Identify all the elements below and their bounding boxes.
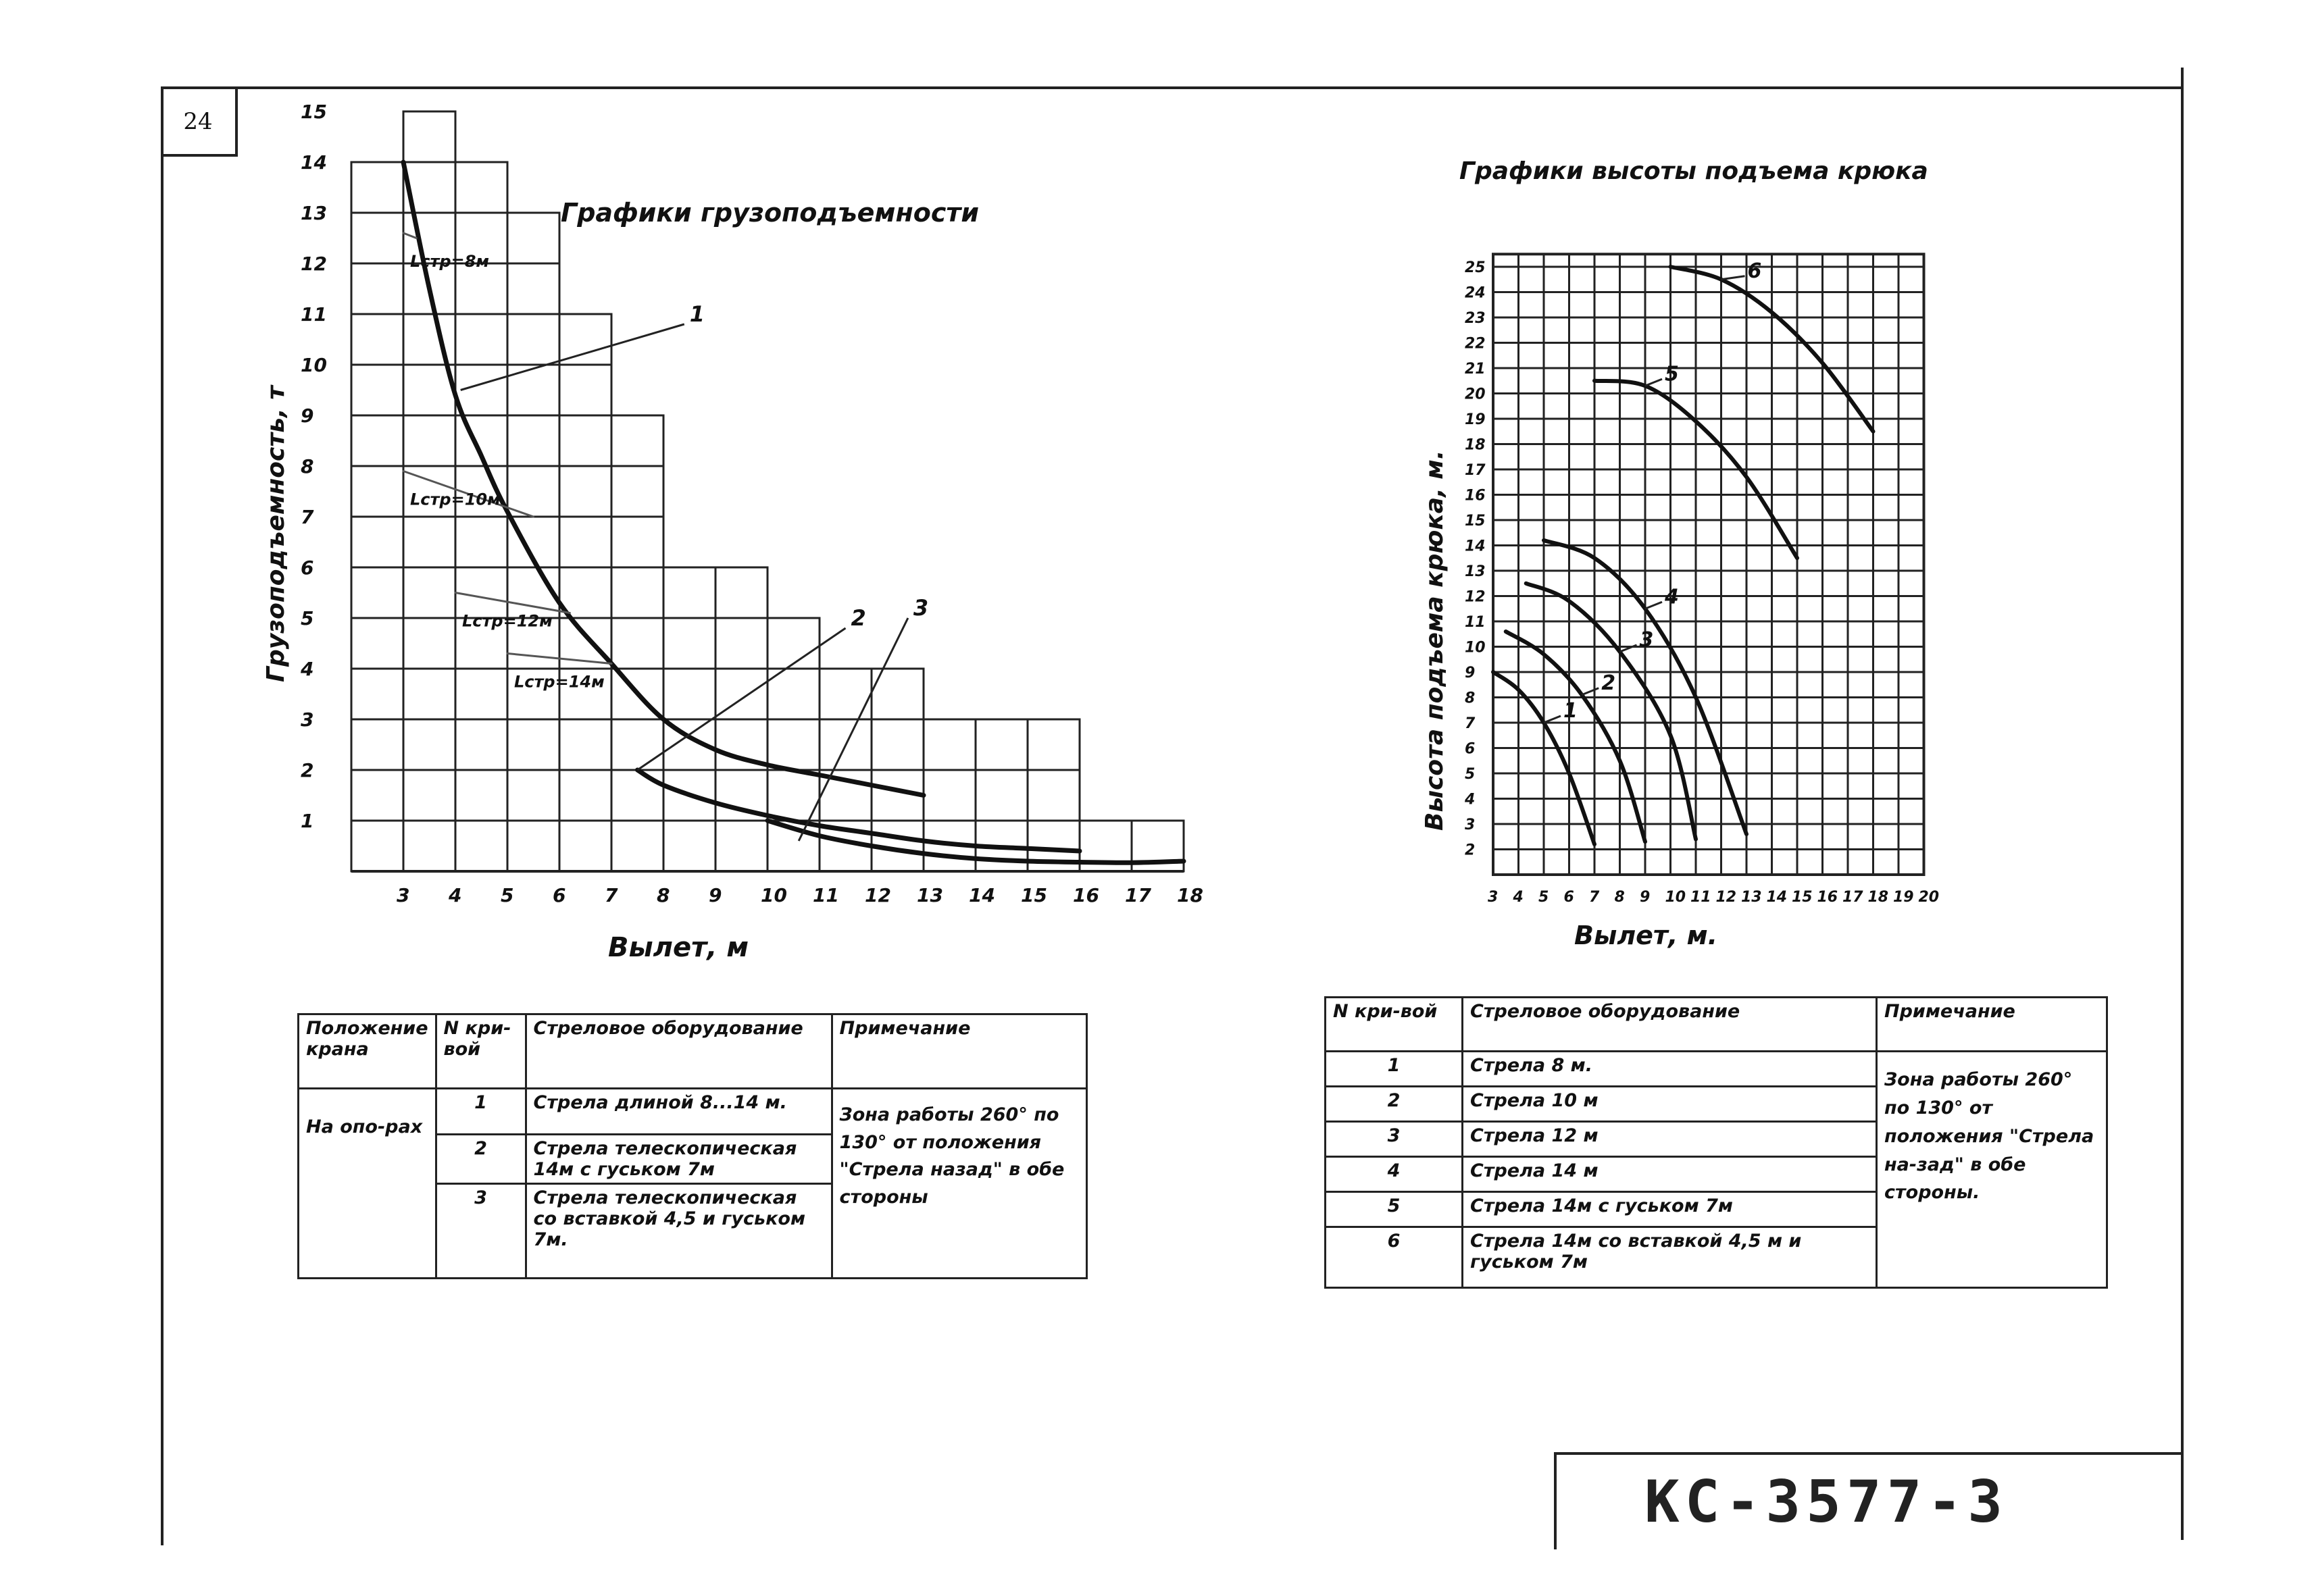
hook-y-tick: 3	[1465, 817, 1476, 833]
hook-grid	[1493, 254, 1924, 875]
load-y-tick: 15	[301, 101, 327, 123]
right-row-num: 1	[1326, 1052, 1463, 1087]
right-spec-table	[1324, 996, 2108, 1289]
load-x-tick: 16	[1073, 884, 1099, 906]
left-th-curve: N кри-вой	[436, 1014, 526, 1089]
load-x-tick: 4	[449, 884, 462, 906]
hook-curve-number: 5	[1665, 362, 1679, 386]
load-y-tick: 9	[301, 405, 314, 427]
load-curve-number: 1	[689, 301, 705, 327]
load-y-tick: 7	[301, 506, 314, 528]
hook-x-tick: 3	[1488, 889, 1499, 906]
stamp-code: КС-3577-3	[1644, 1468, 2008, 1536]
load-y-tick: 6	[301, 557, 314, 579]
right-th-equipment: Стреловое оборудование	[1463, 998, 1877, 1052]
hook-y-tick: 19	[1465, 411, 1486, 428]
hook-chart-title: Графики высоты подъема крюка	[1459, 157, 1928, 185]
load-x-tick: 9	[709, 884, 722, 906]
left-th-position: Положение крана	[299, 1014, 436, 1089]
hook-x-tick: 9	[1640, 889, 1651, 906]
hook-y-tick: 21	[1465, 361, 1486, 378]
hook-x-axis-label: Вылет, м.	[1574, 921, 1718, 950]
left-row-equipment: Стрела длиной 8...14 м.	[526, 1089, 832, 1135]
hook-grid-border	[1493, 254, 1924, 875]
hook-series	[1493, 259, 1873, 844]
left-position-value: На опо-рах	[299, 1089, 436, 1279]
load-series-label: Lстр=12м	[462, 611, 553, 631]
hook-y-tick: 4	[1465, 791, 1476, 808]
right-row-num: 6	[1326, 1227, 1463, 1288]
hook-series-line	[1506, 632, 1645, 842]
load-x-tick: 6	[553, 884, 566, 906]
load-y-tick: 1	[301, 810, 314, 832]
load-y-tick: 10	[301, 354, 327, 376]
left-row-num: 1	[436, 1089, 526, 1135]
hook-x-tick: 20	[1918, 889, 1940, 906]
hook-x-tick: 10	[1665, 889, 1686, 906]
left-th-equipment: Стреловое оборудование	[526, 1014, 832, 1089]
hook-y-tick: 15	[1465, 513, 1486, 530]
load-y-tick: 13	[301, 202, 327, 224]
hook-y-tick: 9	[1465, 665, 1476, 681]
hook-x-tick: 19	[1893, 889, 1914, 906]
load-x-tick: 15	[1021, 884, 1047, 906]
hook-x-tick: 7	[1589, 889, 1600, 906]
page-number: 24	[183, 108, 213, 135]
load-x-tick: 11	[813, 884, 839, 906]
left-spec-table	[297, 1013, 1088, 1279]
hook-x-tick: 17	[1842, 889, 1863, 906]
load-y-tick: 8	[301, 455, 314, 478]
hook-x-tick: 16	[1817, 889, 1838, 906]
load-x-tick: 17	[1125, 884, 1151, 906]
right-row-equipment: Стрела 12 м	[1463, 1122, 1877, 1157]
hook-leader-line	[1582, 688, 1599, 695]
load-chart-title: Графики грузоподъемности	[561, 198, 980, 228]
hook-y-tick: 23	[1465, 310, 1486, 327]
left-row-num: 2	[436, 1135, 526, 1184]
right-row-num: 5	[1326, 1192, 1463, 1227]
hook-leader-line	[1645, 602, 1662, 609]
load-series-label: Lстр=10м	[410, 490, 501, 509]
load-y-tick: 12	[301, 253, 327, 275]
right-row-equipment: Стрела 14м со вставкой 4,5 м и гуськом 7м	[1463, 1227, 1877, 1288]
hook-x-tick: 4	[1513, 889, 1524, 906]
load-x-tick: 14	[969, 884, 995, 906]
hook-x-tick: 6	[1563, 889, 1574, 906]
hook-x-tick: 18	[1867, 889, 1889, 906]
load-x-tick: 10	[761, 884, 787, 906]
load-y-tick: 5	[301, 607, 314, 629]
load-x-tick: 7	[605, 884, 618, 906]
right-row-equipment: Стрела 10 м	[1463, 1087, 1877, 1122]
hook-x-tick: 14	[1766, 889, 1788, 906]
hook-leader-line	[1645, 379, 1662, 386]
hook-y-tick: 5	[1465, 766, 1476, 783]
hook-curve-number: 6	[1747, 259, 1762, 283]
load-x-tick: 5	[501, 884, 514, 906]
hook-y-tick: 6	[1465, 740, 1476, 758]
load-y-tick: 14	[301, 151, 327, 174]
right-note: Зона работы 260° по 130° от положения "Стрела на-зад" в обе стороны.	[1877, 1052, 2107, 1288]
load-y-tick: 3	[301, 709, 314, 731]
hook-x-tick: 15	[1792, 889, 1813, 906]
hook-curve-number: 1	[1563, 699, 1578, 723]
right-row-equipment: Стрела 14м с гуськом 7м	[1463, 1192, 1877, 1227]
hook-y-axis-label: Высота подъема крюка, м.	[1421, 450, 1449, 831]
hook-x-tick: 8	[1614, 889, 1625, 906]
load-x-tick: 8	[657, 884, 670, 906]
load-x-tick: 18	[1177, 884, 1203, 906]
right-row-equipment: Стрела 14 м	[1463, 1157, 1877, 1192]
hook-x-tick: 13	[1741, 889, 1762, 906]
hook-y-tick: 24	[1465, 284, 1486, 302]
left-row-equipment: Стрела телескопическая 14м с гуськом 7м	[526, 1135, 832, 1184]
title-stamp	[1554, 1452, 2184, 1549]
load-series-label: Lстр=8м	[410, 252, 490, 271]
right-row-num: 3	[1326, 1122, 1463, 1157]
hook-curve-number: 4	[1665, 585, 1679, 609]
hook-y-tick: 11	[1465, 614, 1486, 631]
load-curve-number: 2	[851, 605, 866, 631]
load-y-axis-label: Грузоподъемность, т	[262, 385, 290, 682]
hook-y-tick: 10	[1465, 639, 1486, 657]
hook-curve-number: 2	[1601, 671, 1616, 695]
load-x-tick: 12	[865, 884, 891, 906]
left-th-note: Примечание	[832, 1014, 1086, 1089]
load-y-tick: 11	[301, 303, 327, 326]
hook-y-tick: 8	[1465, 690, 1476, 707]
left-note: Зона работы 260° по 130° от положения "Стрела назад" в обе стороны	[832, 1089, 1086, 1279]
right-th-note: Примечание	[1877, 998, 2107, 1052]
left-row-num: 3	[436, 1184, 526, 1279]
hook-curve-number: 3	[1639, 628, 1654, 652]
hook-y-tick: 7	[1465, 715, 1476, 732]
hook-y-tick: 12	[1465, 588, 1486, 606]
load-x-axis-label: Вылет, м	[608, 932, 749, 963]
load-x-tick: 13	[917, 884, 943, 906]
hook-y-tick: 25	[1465, 259, 1486, 276]
load-y-tick: 4	[301, 658, 314, 680]
hook-leader-line	[1721, 276, 1745, 280]
right-row-num: 4	[1326, 1157, 1463, 1192]
right-row-num: 2	[1326, 1087, 1463, 1122]
hook-y-tick: 20	[1465, 386, 1486, 403]
hook-x-tick: 12	[1715, 889, 1737, 906]
load-y-tick: 2	[301, 759, 314, 781]
hook-y-tick: 22	[1465, 335, 1486, 353]
left-row-equipment: Стрела телескопическая со вставкой 4,5 и гуськом 7м.	[526, 1184, 832, 1279]
right-row-equipment: Стрела 8 м.	[1463, 1052, 1877, 1087]
load-series-label: Lстр=14м	[514, 672, 605, 692]
hook-y-tick: 17	[1465, 462, 1486, 479]
hook-ticks	[1464, 259, 1939, 906]
hook-y-tick: 14	[1465, 538, 1486, 555]
hook-y-tick: 16	[1465, 487, 1486, 505]
right-th-curve: N кри-вой	[1326, 998, 1463, 1052]
hook-y-tick: 2	[1465, 842, 1476, 859]
hook-y-tick: 18	[1465, 436, 1486, 454]
hook-y-tick: 13	[1465, 563, 1486, 580]
hook-x-tick: 5	[1538, 889, 1549, 906]
load-curve-number: 3	[913, 595, 929, 621]
load-x-tick: 3	[397, 884, 410, 906]
hook-x-tick: 11	[1690, 889, 1711, 906]
